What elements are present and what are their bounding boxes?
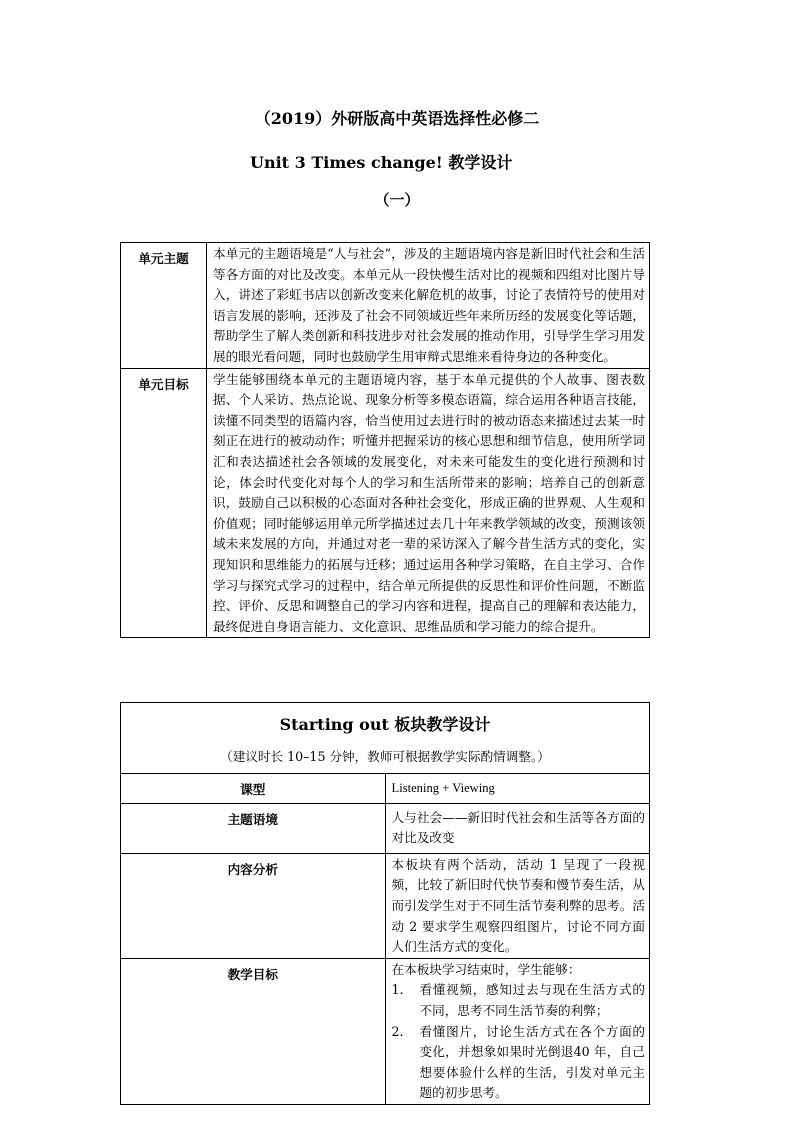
block-title: Starting out 板块教学设计 xyxy=(279,715,491,734)
list-item-number: 2. xyxy=(391,1023,404,1039)
teaching-goals-label: 教学目标 xyxy=(121,958,386,1104)
list-item-number: 1. xyxy=(391,982,404,998)
lesson-type-value: Listening + Viewing xyxy=(385,774,650,804)
starting-out-table xyxy=(120,702,650,1105)
teaching-goals-intro: 在本板块学习结束时，学生能够： xyxy=(391,961,581,977)
content-analysis-text: 本板块有两个活动，活动 1 呈现了一段视频，比较了新旧时代快节奏和慢节奏生活，从而引发学生对于不同生活节奏利弊的思考。活动 2 要求学生观察四组图片，讨论不同方面人们生活方式的变化。 xyxy=(385,853,650,958)
table-row xyxy=(121,958,650,1104)
unit-goal-text: 学生能够围绕本单元的主题语境内容，基于本单元提供的个人故事、图表数据、个人采访、热点论说、现象分析等多模态语篇，综合运用各种语言技能，读懂不同类型的语篇内容，恰当使用过去进行时的被动语态来描述过去某一时刻正在进行的被动动作；听懂并把握采访的核心思想和细节信息，使用所学词汇和表达描述社会各领域的发展变化，对未来可能发生的变化进行预测和讨论，体会时代变化对每个人的学习和生活所带来的影响；培养自己的创新意识，鼓励自己以积极的心态面对各种社会变化，形成正确的世界观、人生观和价值观；同时能够运用单元所学描述过去几十年来教学领域的改变，预测该领域未来发展的方向，并通过对老一辈的采访深入了解今昔生活方式的变化，实现知识和思维能力的拓展与迁移；通过运用各种学习策略，在自主学习、合作学习与探究式学习的过程中，结合单元所提供的反思性和评价性问题，不断监控、评价、反思和调整自己的学习内容和进程，提高自己的理解和表达能力，最终促进自身语言能力、文化意识、思维品质和学习能力的综合提升。 xyxy=(207,368,650,638)
list-item-text: 看懂视频，感知过去与现在生活方式的不同，思考不同生活节奏的利弊； xyxy=(419,982,645,1018)
table-row xyxy=(121,703,650,774)
lesson-type-label: 课型 xyxy=(121,774,386,804)
unit-theme-text: 本单元的主题语境是“人与社会”，涉及的主题语境内容是新旧时代社会和生活等各方面的对比及改变。本单元从一段快慢生活对比的视频和四组对比图片导入，讲述了彩虹书店以创新改变来化解危机的故事，讨论了表情符号的使用对语言发展的影响，还涉及了社会不同领域近些年来所历经的发展变化等话题，帮助学生了解人类创新和科技进步对社会发展的推动作用，引导学生学习用发展的眼光看问题，同时也鼓励学生用审辩式思维来看待身边的各种变化。 xyxy=(207,243,650,369)
table-row xyxy=(121,243,650,369)
block-subtitle: （建议时长 10–15 分钟，教师可根据教学实际酌情调整。） xyxy=(220,749,550,764)
table-row xyxy=(121,774,650,804)
unit-title: Unit 3 Times change! 教学设计 xyxy=(250,153,513,172)
table-row xyxy=(121,853,650,958)
content-analysis-label: 内容分析 xyxy=(121,853,386,958)
teaching-goals-cell xyxy=(385,958,650,1104)
section-number: （一） xyxy=(374,191,420,209)
theme-context-value: 人与社会——新旧时代社会和生活等各方面的对比及改变 xyxy=(385,803,650,853)
unit-theme-label: 单元主题 xyxy=(121,243,207,369)
block-title-cell xyxy=(121,703,650,774)
list-item xyxy=(392,980,646,1021)
document-title: （2019）外研版高中英语选择性必修二 xyxy=(254,109,540,128)
table-row xyxy=(121,368,650,638)
table-row xyxy=(121,803,650,853)
teaching-goals-list xyxy=(392,980,646,1104)
unit-goal-label: 单元目标 xyxy=(121,368,207,638)
theme-context-label: 主题语境 xyxy=(121,803,386,853)
list-item-text: 看懂图片，讨论生活方式在各个方面的变化，并想象如果时光倒退40 年，自己想要体验什么样的生活，引发对单元主题的初步思考。 xyxy=(419,1023,645,1101)
list-item xyxy=(392,1022,646,1104)
unit-overview-table xyxy=(120,242,650,638)
